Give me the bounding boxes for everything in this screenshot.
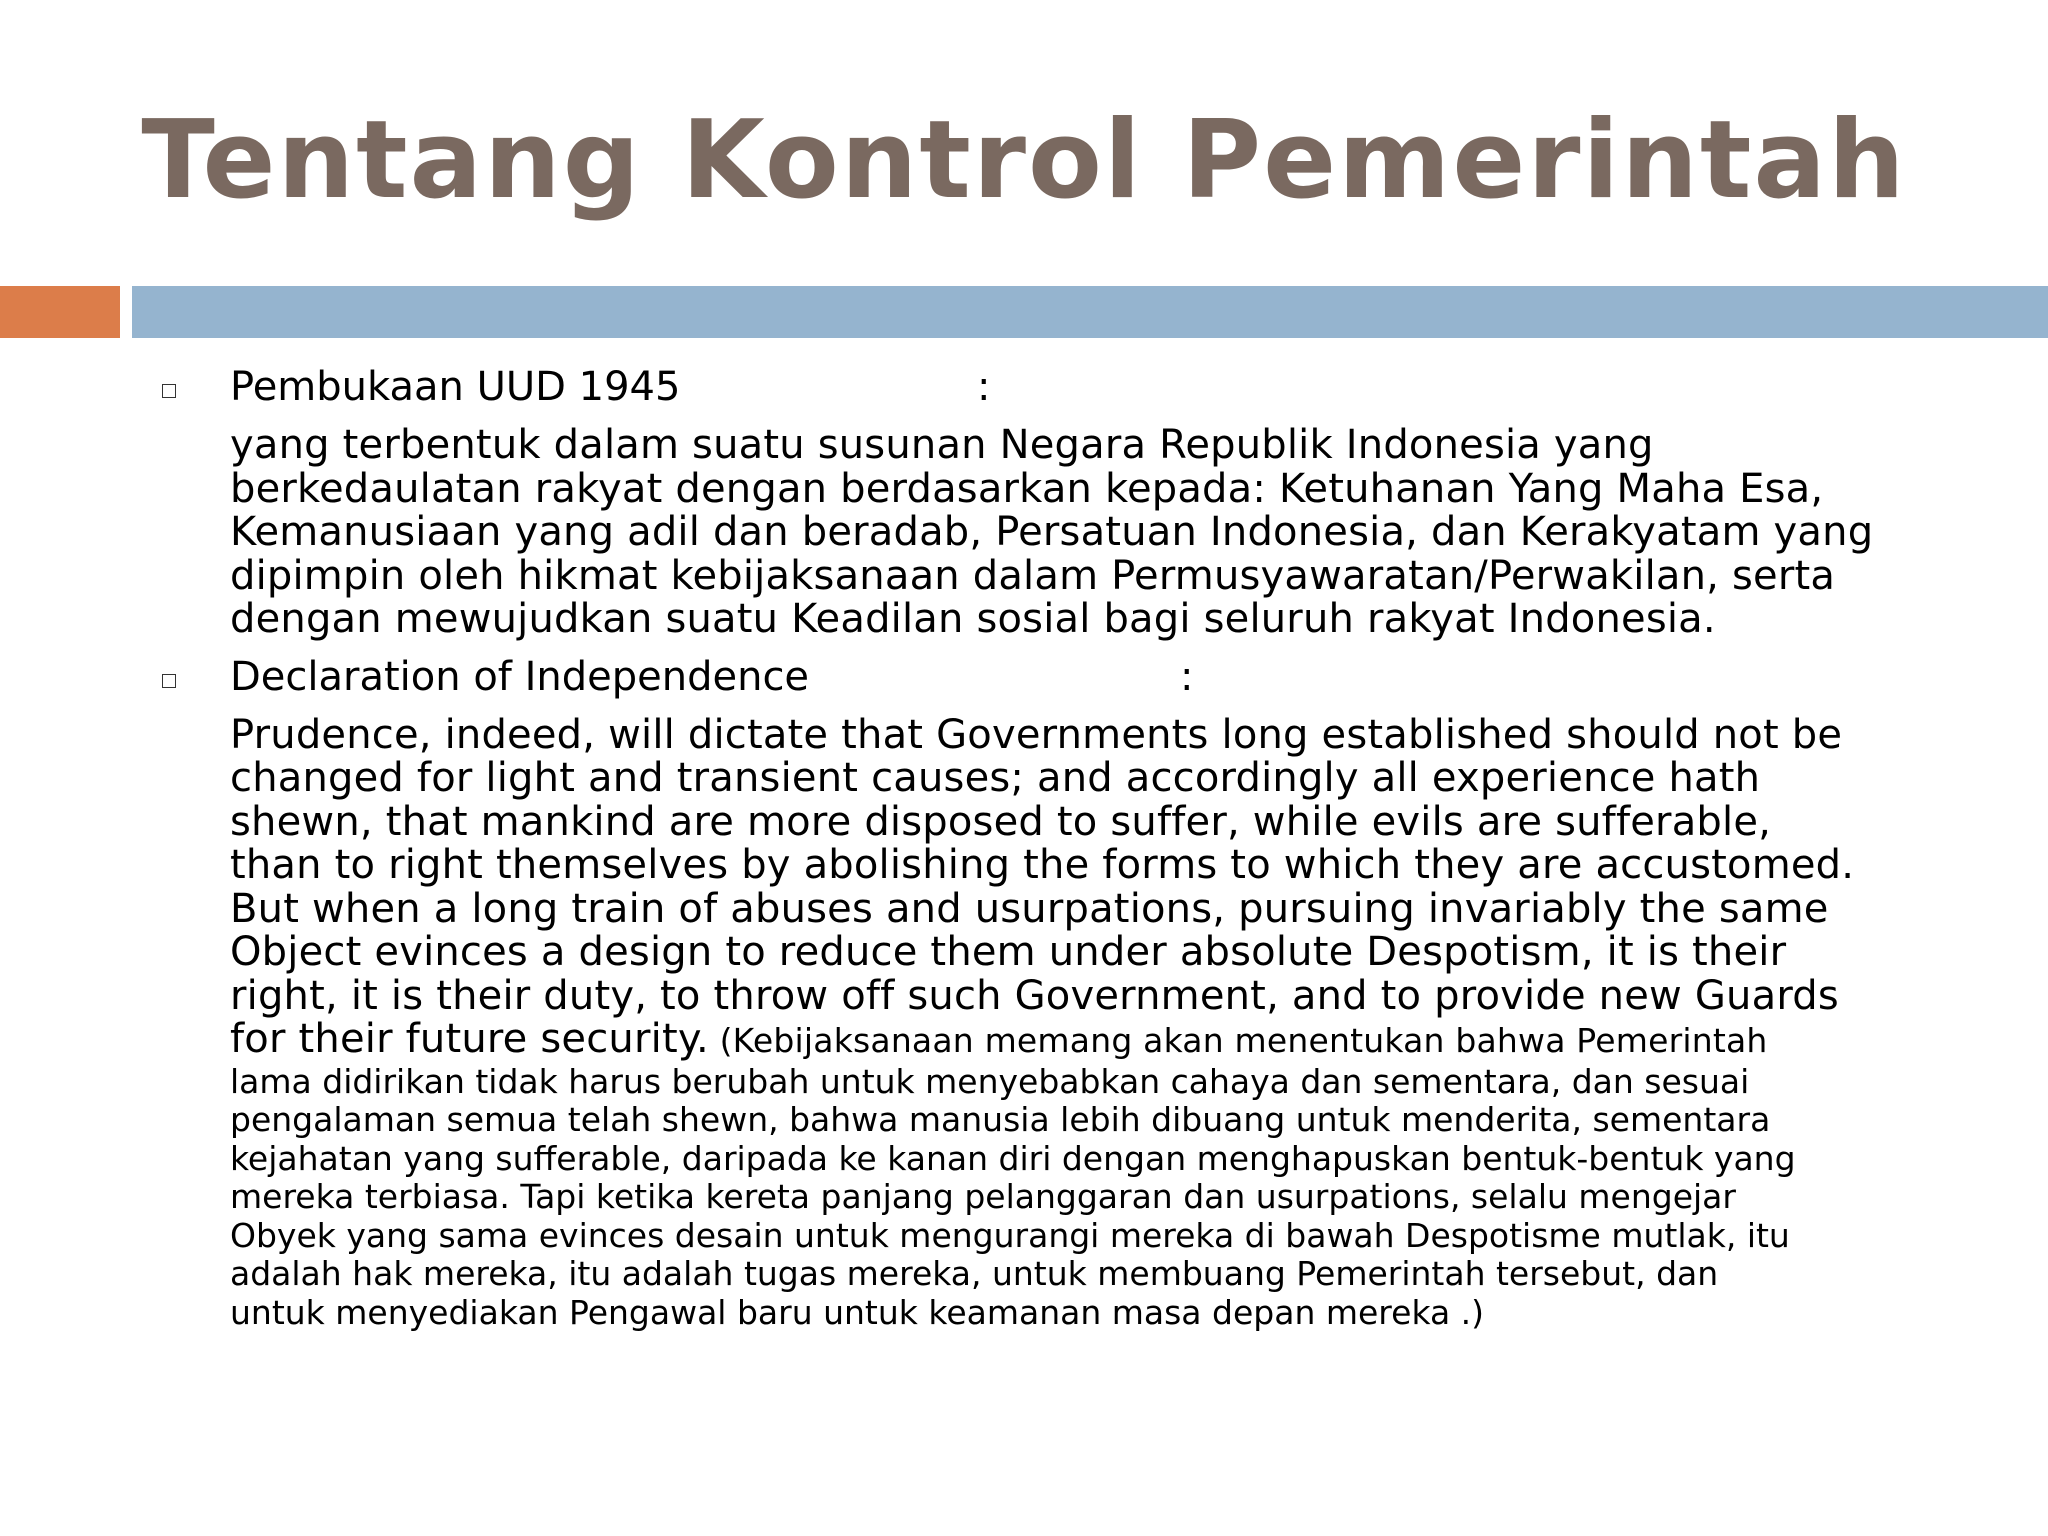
text-line: dipimpin oleh hikmat kebijaksanaan dalam Permusyawaratan/Perwakilan, serta xyxy=(230,552,1836,599)
text-line: Prudence, indeed, will dictate that Governments long established should not be xyxy=(230,711,1843,758)
text-line: than to right themselves by abolishing the forms to which they are accustomed. xyxy=(230,842,1855,888)
text-line: Kemanusiaan yang adil dan beradab, Persatuan Indonesia, dan Kerakyatam yang xyxy=(230,509,1874,555)
declaration-translation xyxy=(230,1063,1950,1333)
text-line: dengan mewujudkan suatu Keadilan sosial bagi seluruh rakyat Indonesia. xyxy=(230,596,1716,642)
bullet-colon: : xyxy=(977,364,991,410)
bullet-declaration xyxy=(0,648,2048,706)
slide-title: Tentang Kontrol Pemerintah xyxy=(141,98,1907,223)
translation-line: Obyek yang sama evinces desain untuk mengurangi mereka di bawah Despotisme mutlak, itu xyxy=(230,1215,1790,1255)
slide-content xyxy=(0,358,2048,1332)
bullet-pembukaan xyxy=(0,358,2048,416)
translation-line: kejahatan yang sufferable, daripada ke kanan diri dengan menghapuskan bentuk-bentuk yang xyxy=(230,1138,1796,1178)
text-line: right, it is their duty, to throw off such Government, and to provide new Guards xyxy=(230,972,1839,1019)
translation-fragment: (Kebijaksanaan memang akan menentukan bahwa Pemerintah xyxy=(708,1021,1768,1060)
text-line: berkedaulatan rakyat dengan berdasarkan kepada: Ketuhanan Yang Maha Esa, xyxy=(230,465,1824,512)
declaration-text xyxy=(230,711,1950,1063)
translation-line: lama didirikan tidak harus berubah untuk menyebabkan cahaya dan sementara, dan sesuai xyxy=(230,1061,1750,1101)
text-line: But when a long train of abuses and usurpations, pursuing invariably the same xyxy=(230,885,1829,932)
accent-bar-blue xyxy=(132,286,2048,338)
translation-line: pengalaman semua telah shewn, bahwa manusia lebih dibuang untuk menderita, sementara xyxy=(230,1100,1771,1139)
bullet-colon: : xyxy=(1180,653,1194,700)
text-line: changed for light and transient causes; and accordingly all experience hath xyxy=(230,755,1761,801)
bullet-label: Pembukaan UUD 1945 xyxy=(230,364,681,410)
text-line: shewn, that mankind are more disposed to suffer, while evils are sufferable, xyxy=(230,798,1772,845)
text-line xyxy=(230,1018,1950,1063)
bullet-label: Declaration of Independence xyxy=(230,653,810,700)
accent-bar-orange xyxy=(0,286,120,338)
translation-line: mereka terbiasa. Tapi ketika kereta panjang pelanggaran dan usurpations, selalu mengejar xyxy=(230,1177,1736,1216)
translation-line: adalah hak mereka, itu adalah tugas mereka, untuk membuang Pemerintah tersebut, dan xyxy=(230,1254,1719,1293)
square-bullet-icon xyxy=(162,674,176,688)
square-bullet-icon xyxy=(162,384,176,398)
translation-line: untuk menyediakan Pengawal baru untuk keamanan masa depan mereka .) xyxy=(230,1292,1485,1332)
text-line: yang terbentuk dalam suatu susunan Negara Republik Indonesia yang xyxy=(230,422,1654,468)
text-fragment: for their future security. xyxy=(230,1016,709,1062)
text-line: Object evinces a design to reduce them under absolute Despotism, it is their xyxy=(230,929,1787,975)
pembukaan-text xyxy=(230,424,1950,642)
